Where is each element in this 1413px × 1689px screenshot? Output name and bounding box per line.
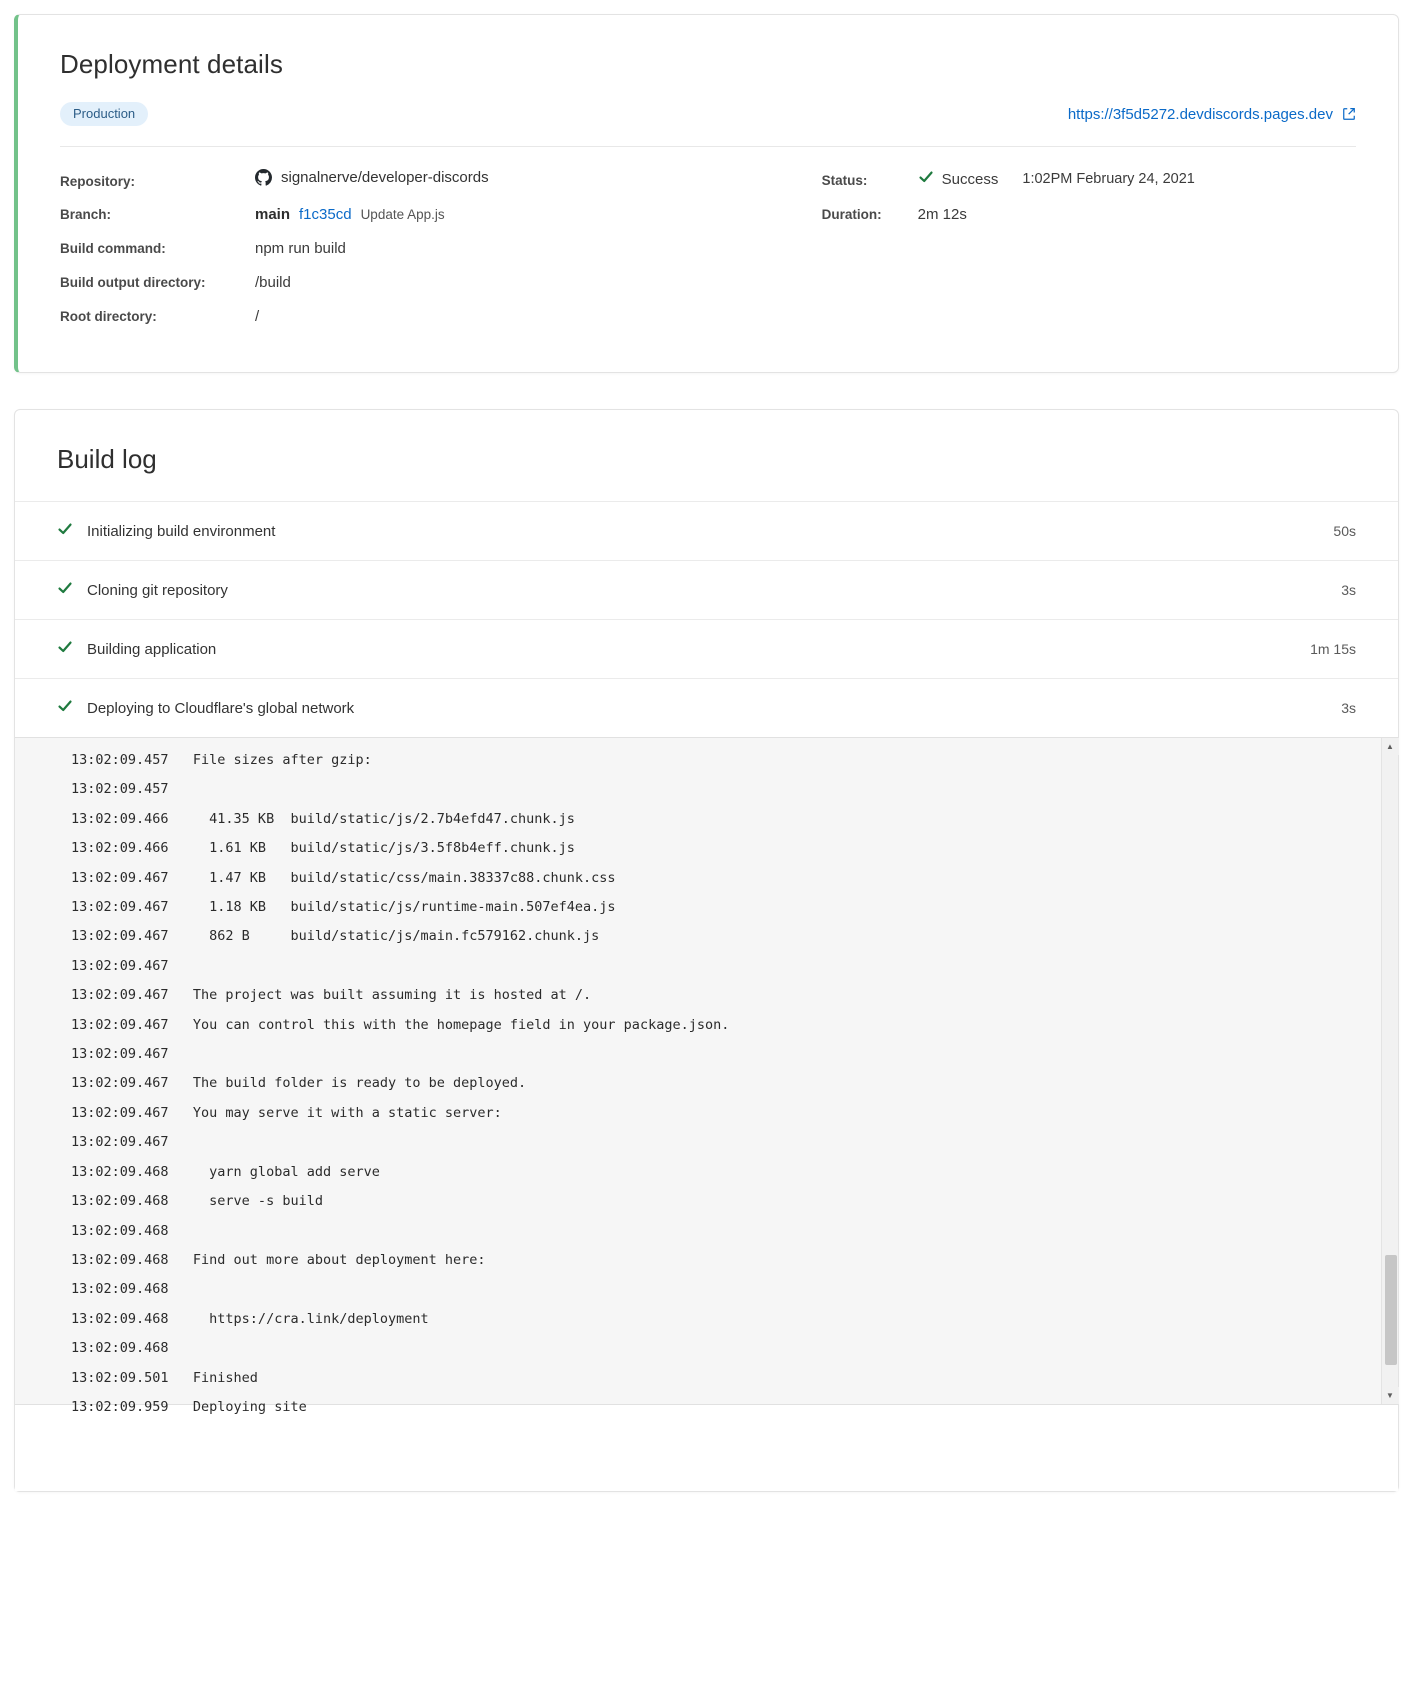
log-line: 13:02:09.468 bbox=[71, 1281, 169, 1298]
root-directory-value: / bbox=[255, 308, 260, 325]
status-timestamp: 1:02PM February 24, 2021 bbox=[1022, 171, 1195, 187]
build-step-label: Initializing build environment bbox=[87, 522, 276, 540]
check-icon bbox=[57, 580, 73, 600]
log-line: 13:02:09.468 Find out more about deployment here: bbox=[71, 1251, 486, 1268]
log-line: 13:02:09.468 serve -s build bbox=[71, 1193, 323, 1210]
log-line: 13:02:09.468 https://cra.link/deployment bbox=[71, 1310, 429, 1327]
build-log-output bbox=[15, 738, 1398, 1415]
status-label: Status: bbox=[821, 173, 868, 188]
commit-message: Update App.js bbox=[360, 207, 445, 222]
root-directory-label: Root directory: bbox=[60, 309, 157, 324]
build-step-duration: 3s bbox=[1341, 700, 1356, 716]
build-log-card bbox=[14, 409, 1399, 1492]
log-line: 13:02:09.466 1.61 KB build/static/js/3.5f8b4eff.chunk.js bbox=[71, 840, 575, 857]
log-line: 13:02:09.457 File sizes after gzip: bbox=[71, 752, 372, 768]
build-step-label: Cloning git repository bbox=[87, 581, 228, 599]
log-line: 13:02:09.467 bbox=[71, 1134, 169, 1151]
build-step-duration: 3s bbox=[1341, 582, 1356, 598]
duration-value: 2m 12s bbox=[917, 206, 967, 223]
build-command-value: npm run build bbox=[255, 240, 346, 257]
build-step[interactable] bbox=[15, 679, 1398, 737]
status-badge bbox=[918, 169, 1195, 189]
deployment-url-text: https://3f5d5272.devdiscords.pages.dev bbox=[1067, 105, 1333, 123]
log-line: 13:02:09.466 41.35 KB build/static/js/2.7b4efd47.chunk.js bbox=[71, 810, 575, 827]
log-line: 13:02:09.467 bbox=[71, 957, 169, 974]
deployment-url-link[interactable] bbox=[1068, 106, 1356, 123]
commit-hash-link[interactable]: f1c35cd bbox=[299, 206, 352, 223]
repository-label: Repository: bbox=[60, 174, 136, 189]
deployment-details-right bbox=[812, 169, 1356, 342]
log-line: 13:02:09.467 1.18 KB build/static/js/runtime-main.507ef4ea.js bbox=[71, 899, 616, 916]
build-command-label: Build command: bbox=[60, 241, 166, 256]
log-line: 13:02:09.468 bbox=[71, 1222, 169, 1239]
branch-value bbox=[255, 206, 445, 223]
build-step[interactable] bbox=[15, 502, 1398, 561]
scroll-down-arrow-icon[interactable]: ▼ bbox=[1382, 1387, 1399, 1404]
build-log-title: Build log bbox=[57, 444, 157, 474]
build-step[interactable] bbox=[15, 620, 1398, 679]
build-step[interactable] bbox=[15, 561, 1398, 620]
log-line: 13:02:09.467 You may serve it with a static server: bbox=[71, 1104, 502, 1121]
build-step-label: Building application bbox=[87, 640, 217, 658]
detail-row-duration bbox=[822, 206, 1356, 223]
status-text: Success bbox=[941, 170, 999, 188]
build-step-duration: 50s bbox=[1333, 523, 1356, 539]
build-log-steps bbox=[15, 501, 1398, 737]
github-icon bbox=[255, 169, 272, 186]
badge-row bbox=[60, 102, 1356, 147]
branch-name: main bbox=[255, 206, 291, 223]
build-output-label: Build output directory: bbox=[60, 275, 206, 290]
detail-row-branch bbox=[60, 206, 812, 223]
check-icon bbox=[57, 639, 73, 659]
build-log-console[interactable] bbox=[15, 737, 1398, 1415]
build-step-label: Deploying to Cloudflare's global network bbox=[87, 699, 355, 717]
log-line: 13:02:09.457 bbox=[71, 781, 169, 798]
log-line: 13:02:09.959 Deploying site bbox=[71, 1398, 307, 1415]
log-line: 13:02:09.467 862 B build/static/js/main.fc579162.chunk.js bbox=[71, 928, 600, 945]
log-line: 13:02:09.468 bbox=[71, 1340, 169, 1357]
deployment-details-grid bbox=[60, 147, 1356, 342]
build-log-scrollbar[interactable] bbox=[1381, 738, 1398, 1404]
check-icon bbox=[57, 521, 73, 541]
log-line: 13:02:09.467 The build folder is ready to be deployed. bbox=[71, 1075, 527, 1092]
log-line: 13:02:09.468 yarn global add serve bbox=[71, 1163, 380, 1180]
detail-row-repository bbox=[60, 169, 812, 189]
log-line: 13:02:09.467 The project was built assuming it is hosted at /. bbox=[71, 987, 592, 1004]
log-line: 13:02:09.467 bbox=[71, 1046, 169, 1063]
external-link-icon bbox=[1342, 107, 1356, 121]
repository-value bbox=[255, 169, 489, 186]
detail-row-root-directory bbox=[60, 308, 812, 325]
check-icon bbox=[57, 698, 73, 718]
deployment-details-card bbox=[14, 14, 1399, 373]
log-line: 13:02:09.467 You can control this with the homepage field in your package.json. bbox=[71, 1016, 730, 1033]
log-line: 13:02:09.501 Finished bbox=[71, 1369, 258, 1386]
scroll-up-arrow-icon[interactable]: ▲ bbox=[1382, 738, 1399, 755]
build-output-value: /build bbox=[255, 274, 291, 291]
scrollbar-track[interactable] bbox=[1382, 755, 1399, 1387]
duration-label: Duration: bbox=[821, 207, 882, 222]
check-icon bbox=[918, 169, 934, 189]
build-step-duration: 1m 15s bbox=[1310, 641, 1356, 657]
log-line: 13:02:09.467 1.47 KB build/static/css/main.38337c88.chunk.css bbox=[71, 869, 616, 886]
branch-label: Branch: bbox=[60, 207, 112, 222]
environment-badge: Production bbox=[60, 102, 148, 126]
detail-row-status bbox=[822, 169, 1356, 189]
detail-row-build-output bbox=[60, 274, 812, 291]
build-log-header bbox=[15, 410, 1398, 501]
deployment-details-left bbox=[60, 169, 812, 342]
scrollbar-thumb[interactable] bbox=[1385, 1255, 1397, 1365]
page-title: Deployment details bbox=[60, 49, 283, 79]
repository-name: signalnerve/developer-discords bbox=[281, 169, 489, 186]
detail-row-build-command bbox=[60, 240, 812, 257]
